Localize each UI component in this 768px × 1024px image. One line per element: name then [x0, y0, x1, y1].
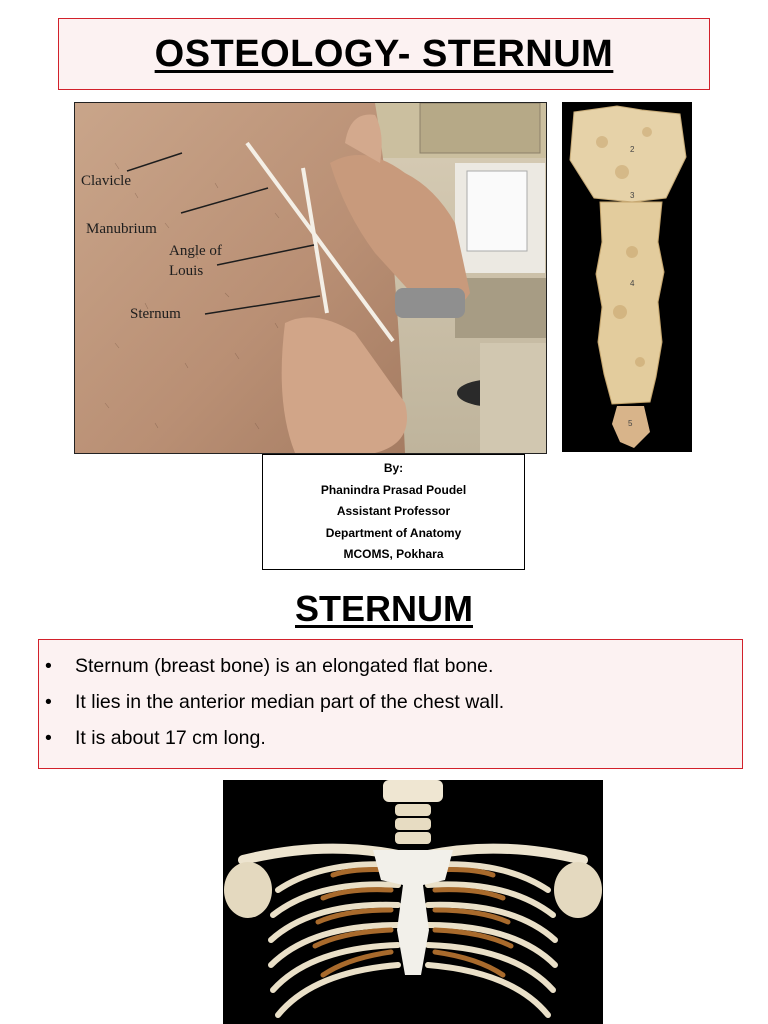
author-by: By:	[383, 461, 404, 476]
author-position: Assistant Professor	[336, 504, 451, 519]
author-name: Phanindra Prasad Poudel	[320, 482, 467, 497]
rib-cage-illustration	[223, 780, 603, 1024]
section-title: STERNUM	[295, 588, 473, 629]
label-clavicle: Clavicle	[81, 173, 131, 189]
label-sternum: Sternum	[130, 306, 181, 322]
chest-photo	[74, 102, 547, 454]
bullet-box	[38, 639, 743, 769]
bullet-item: • It lies in the anterior median part of the chest wall.	[45, 684, 742, 720]
chest-photo-illustration	[75, 103, 546, 453]
bone-number-4: 4	[630, 279, 635, 288]
label-angle-of-louis-line2: Louis	[169, 263, 204, 279]
slide-title: OSTEOLOGY- STERNUM	[154, 32, 614, 75]
author-department: Department of Anatomy	[325, 525, 462, 540]
author-box	[262, 454, 525, 570]
sternum-bone-illustration	[562, 102, 692, 452]
bone-number-3: 3	[630, 191, 635, 200]
bullet-item: • It is about 17 cm long.	[45, 720, 742, 756]
author-institution: MCOMS, Pokhara	[343, 547, 444, 562]
sternum-bone-image	[562, 102, 692, 452]
bullet-list	[45, 648, 742, 756]
rib-cage-image	[223, 780, 603, 1024]
bone-number-5: 5	[628, 419, 633, 428]
bone-number-2: 2	[630, 145, 635, 154]
label-angle-of-louis-line1: Angle of	[169, 243, 222, 259]
bullet-item: • Sternum (breast bone) is an elongated flat bone.	[45, 648, 742, 684]
label-manubrium: Manubrium	[86, 221, 157, 237]
title-box	[58, 18, 710, 90]
